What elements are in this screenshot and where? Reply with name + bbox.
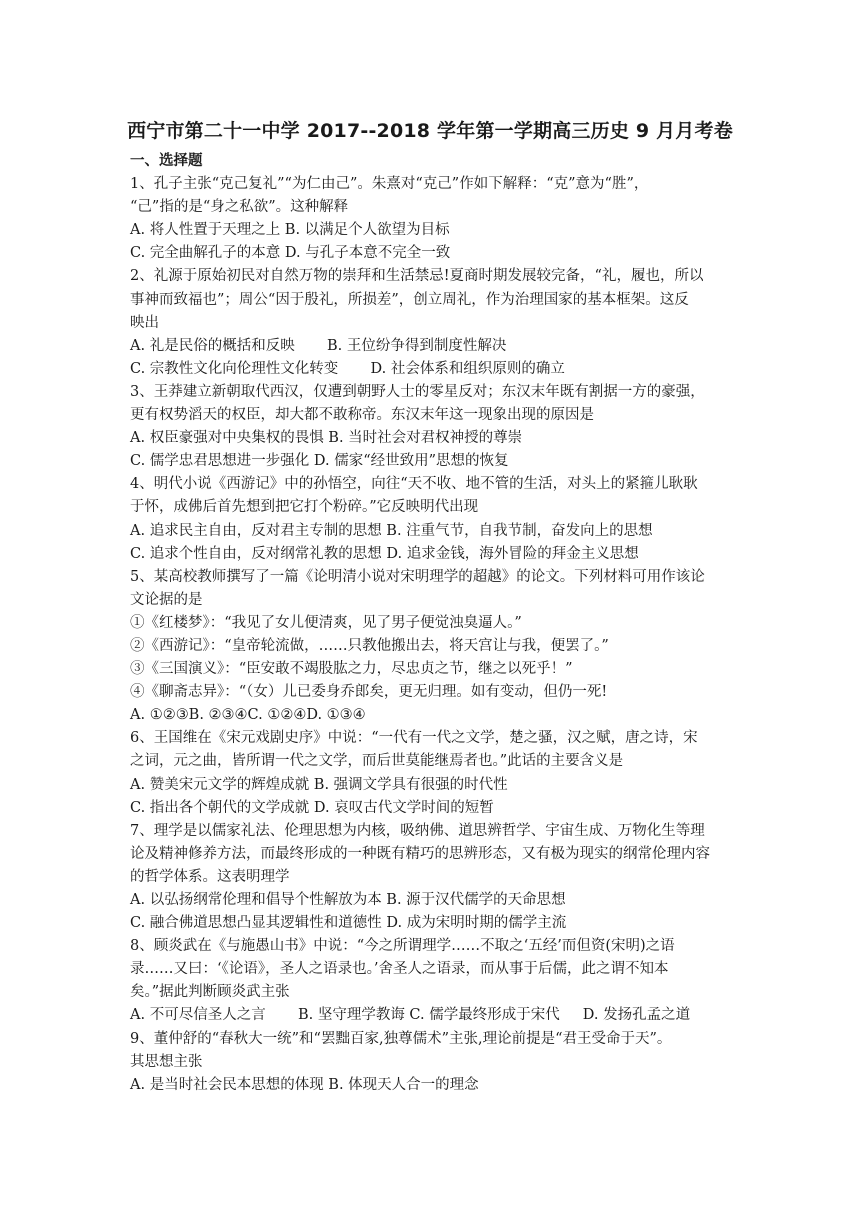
text-line: A. 权臣豪强对中央集权的畏惧 B. 当时社会对君权神授的尊崇: [130, 430, 523, 447]
text-line: 矣。”据此判断顾炎武主张: [130, 984, 290, 1001]
text-line: 9、董仲舒的“春秋大一统”和“罢黜百家,独尊儒术”主张,理论前提是“君王受命于天”。: [130, 1030, 672, 1047]
text-line: ④《聊斋志异》：“（女）儿已委身乔郎矣，更无归理。如有变动，但仍一死!: [130, 684, 608, 701]
text-line: 8、顾炎武在《与施愚山书》中说：“今之所谓理学……不取之‘五经’而但资(宋明)之语: [130, 938, 675, 955]
text-line: C. 指出各个朝代的文学成就 D. 哀叹古代文学时间的短暂: [130, 799, 494, 816]
text-line: 5、某高校教师撰写了一篇《论明清小说对宋明理学的超越》的论文。下列材料可用作该论: [130, 568, 705, 585]
text-line: 论及精神修养方法，而最终形成的一种既有精巧的思辨形态，又有极为现实的纲常伦理内容: [130, 845, 710, 862]
text-line: A. 礼是民俗的概括和反映 B. 王位纷争得到制度性解决: [130, 337, 507, 354]
text-line: 1、孔子主张“克己复礼”“为仁由己”。朱熹对“克己”作如下解释：“克”意为“胜”，: [130, 176, 649, 193]
text-line: A. 赞美宋元文学的辉煌成就 B. 强调文学具有很强的时代性: [130, 776, 508, 793]
text-line: A. 将人性置于天理之上 B. 以满足个人欲望为目标: [130, 222, 450, 239]
text-line: 文论据的是: [130, 591, 203, 608]
text-line: A. 是当时社会民本思想的体现 B. 体现天人合一的理念: [130, 1076, 479, 1093]
text-line: 之词，元之曲，皆所谓一代之文学，而后世莫能继焉者也。”此话的主要含义是: [130, 753, 624, 770]
text-line: 4、明代小说《西游记》中的孙悟空，向往“天不收、地不管的生活，对头上的紧箍儿耿耿: [130, 476, 698, 493]
text-line: A. 不可尽信圣人之言 B. 坚守理学教诲 C. 儒学最终形成于宋代 D. 发扬孔孟之道: [130, 1007, 691, 1024]
text-line: 的哲学体系。这表明理学: [130, 868, 290, 885]
text-line: 2、礼源于原始初民对自然万物的崇拜和生活禁忌!夏商时期发展较完备，“礼，履也，所以: [130, 268, 704, 285]
text-line: C. 追求个性自由，反对纲常礼教的思想 D. 追求金钱，海外冒险的拜金主义思想: [130, 545, 639, 562]
section-heading: 一、选择题: [130, 153, 203, 169]
text-line: 更有权势滔天的权臣，却大都不敢称帝。东汉末年这一现象出现的原因是: [130, 407, 594, 424]
text-line: 3、王莽建立新朝取代西汉，仅遭到朝野人士的零星反对；东汉末年既有割据一方的豪强，: [130, 383, 705, 400]
exam-content: [130, 150, 730, 1097]
text-line: A. 以弘扬纲常伦理和倡导个性解放为本 B. 源于汉代儒学的天命思想: [130, 892, 566, 908]
text-line: “己”指的是“身之私欲”。这种解释: [130, 199, 349, 216]
text-line: 于怀，成佛后首先想到把它打个粉碎。”它反映明代出现: [130, 499, 479, 516]
text-line: 录……又曰：‘《论语》，圣人之语录也。’舍圣人之语录，而从事于后儒，此之谓不知本: [130, 961, 669, 978]
text-line: ①《红楼梦》：“我见了女儿便清爽，见了男子便觉浊臭逼人。”: [130, 614, 522, 631]
text-line: A. 追求民主自由，反对君主专制的思想 B. 注重气节，自我节制，奋发向上的思想: [130, 522, 653, 539]
text-line: ②《西游记》：“皇帝轮流做，……只教他搬出去，将天宫让与我，便罢了。”: [130, 637, 609, 654]
text-line: C. 宗教性文化向伦理性文化转变 D. 社会体系和组织原则的确立: [130, 360, 565, 377]
text-line: A. ①②③B. ②③④C. ①②④D. ①③④: [130, 707, 366, 724]
text-line: 7、理学是以儒家礼法、伦理思想为内核，吸纳佛、道思辨哲学、宇宙生成、万物化生等理: [130, 822, 705, 839]
text-line: 其思想主张: [130, 1053, 203, 1070]
exam-title: 西宁市第二十一中学 2017--2018 学年第一学期高三历史 9 月月考卷: [127, 120, 733, 142]
text-line: C. 融合佛道思想凸显其逻辑性和道德性 D. 成为宋明时期的儒学主流: [130, 915, 567, 932]
text-line: C. 完全曲解孔子的本意 D. 与孔子本意不完全一致: [130, 245, 451, 262]
text-line: 事神而致福也”；周公“因于殷礼，所损差”，创立周礼，作为治理国家的基本框架。这反: [130, 291, 689, 308]
text-line: 映出: [130, 314, 159, 331]
text-line: 6、王国维在《宋元戏剧史序》中说：“一代有一代之文学，楚之骚，汉之赋，唐之诗，宋: [130, 730, 698, 747]
text-line: C. 儒学忠君思想进一步强化 D. 儒家“经世致用”思想的恢复: [130, 453, 509, 470]
text-line: ③《三国演义》：“臣安敢不竭股肱之力，尽忠贞之节，继之以死乎！”: [130, 661, 573, 678]
question-lines: [130, 173, 730, 1097]
